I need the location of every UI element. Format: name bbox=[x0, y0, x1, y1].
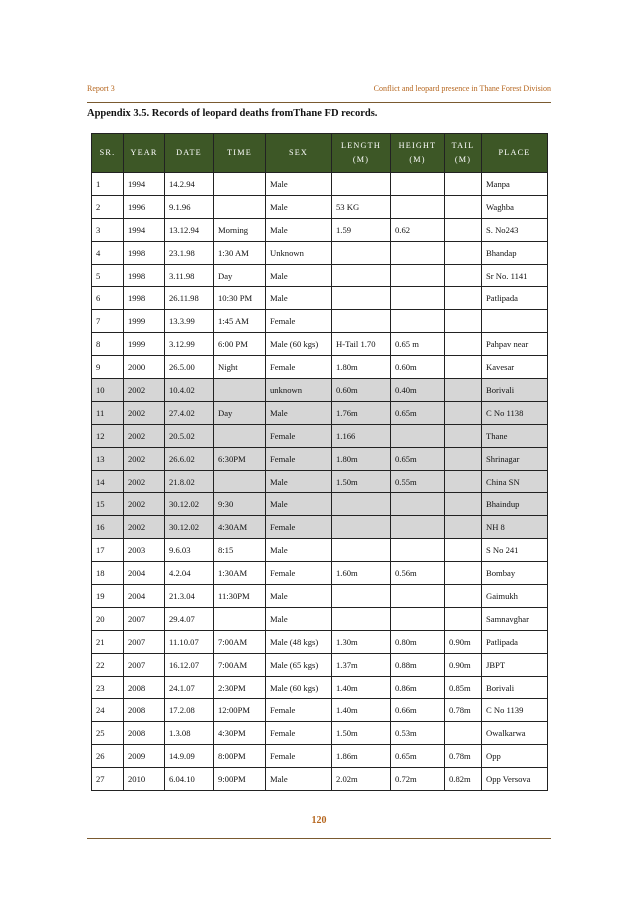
table-cell bbox=[332, 516, 391, 539]
header-report-label: Report 3 bbox=[87, 84, 115, 93]
table-cell: 0.85m bbox=[445, 676, 482, 699]
table-cell bbox=[391, 241, 445, 264]
table-cell: 24.1.07 bbox=[165, 676, 214, 699]
table-cell: 2:30PM bbox=[214, 676, 266, 699]
table-row bbox=[92, 722, 548, 745]
table-cell: 14.9.09 bbox=[165, 745, 214, 768]
table-cell: Pahpav near bbox=[482, 333, 548, 356]
table-row bbox=[92, 516, 548, 539]
table-cell bbox=[445, 516, 482, 539]
table-cell: Owalkarwa bbox=[482, 722, 548, 745]
table-cell bbox=[391, 607, 445, 630]
table-cell: 13.3.99 bbox=[165, 310, 214, 333]
table-cell: 14 bbox=[92, 470, 124, 493]
table-cell: 19 bbox=[92, 585, 124, 608]
table-row bbox=[92, 287, 548, 310]
table-cell bbox=[214, 379, 266, 402]
table-cell: 1:45 AM bbox=[214, 310, 266, 333]
table-cell: 11.10.07 bbox=[165, 630, 214, 653]
table-row bbox=[92, 653, 548, 676]
table-cell: 30.12.02 bbox=[165, 516, 214, 539]
table-cell: 16 bbox=[92, 516, 124, 539]
table-cell: 6:00 PM bbox=[214, 333, 266, 356]
table-cell: 2004 bbox=[124, 585, 165, 608]
table-cell: 9:00PM bbox=[214, 768, 266, 791]
table-row bbox=[92, 470, 548, 493]
table-cell: JBPT bbox=[482, 653, 548, 676]
table-cell: 7 bbox=[92, 310, 124, 333]
table-row bbox=[92, 699, 548, 722]
table-cell: 1.60m bbox=[332, 562, 391, 585]
table-cell: 1994 bbox=[124, 173, 165, 196]
table-row bbox=[92, 333, 548, 356]
table-cell bbox=[445, 607, 482, 630]
table-cell: 6 bbox=[92, 287, 124, 310]
table-cell: 0.40m bbox=[391, 379, 445, 402]
table-cell: 2.02m bbox=[332, 768, 391, 791]
table-cell: 26.11.98 bbox=[165, 287, 214, 310]
table-cell: 1.86m bbox=[332, 745, 391, 768]
table-cell: 0.60m bbox=[332, 379, 391, 402]
table-cell: 3.12.99 bbox=[165, 333, 214, 356]
table-row bbox=[92, 241, 548, 264]
table-cell: 0.82m bbox=[445, 768, 482, 791]
table-cell: Male bbox=[266, 585, 332, 608]
table-cell: 2003 bbox=[124, 539, 165, 562]
table-cell bbox=[445, 424, 482, 447]
table-cell: 1.80m bbox=[332, 447, 391, 470]
table-cell bbox=[214, 607, 266, 630]
table-cell: 9 bbox=[92, 356, 124, 379]
table-cell: 21.3.04 bbox=[165, 585, 214, 608]
table-cell: 2002 bbox=[124, 516, 165, 539]
table-cell: Male bbox=[266, 195, 332, 218]
table-cell: 11:30PM bbox=[214, 585, 266, 608]
table-cell: Female bbox=[266, 356, 332, 379]
table-cell: Male bbox=[266, 539, 332, 562]
table-cell: 13.12.94 bbox=[165, 218, 214, 241]
table-cell: 1999 bbox=[124, 333, 165, 356]
table-cell: 0.65m bbox=[391, 745, 445, 768]
table-cell: Sr No. 1141 bbox=[482, 264, 548, 287]
table-cell: Female bbox=[266, 516, 332, 539]
table-cell bbox=[332, 539, 391, 562]
table-cell: 0.62 bbox=[391, 218, 445, 241]
column-header: SR. bbox=[92, 134, 124, 173]
table-cell bbox=[391, 539, 445, 562]
table-row bbox=[92, 585, 548, 608]
table-cell bbox=[445, 379, 482, 402]
table-cell: 22 bbox=[92, 653, 124, 676]
table-row bbox=[92, 745, 548, 768]
table-cell: 1.3.08 bbox=[165, 722, 214, 745]
table-cell: Male bbox=[266, 470, 332, 493]
header-report-title: Conflict and leopard presence in Thane Forest Division bbox=[373, 84, 551, 93]
table-cell: 4:30AM bbox=[214, 516, 266, 539]
table-cell: 0.90m bbox=[445, 630, 482, 653]
table-cell: 3 bbox=[92, 218, 124, 241]
table-cell: Female bbox=[266, 745, 332, 768]
table-cell: 11 bbox=[92, 401, 124, 424]
table-cell bbox=[445, 539, 482, 562]
page-number: 120 bbox=[311, 815, 327, 826]
column-header: LENGTH (M) bbox=[332, 134, 391, 173]
table-cell: 13 bbox=[92, 447, 124, 470]
footer-rule bbox=[87, 838, 551, 839]
table-cell: 7:00AM bbox=[214, 630, 266, 653]
table-cell: Female bbox=[266, 562, 332, 585]
table-cell: Male bbox=[266, 768, 332, 791]
table-cell: 4:30PM bbox=[214, 722, 266, 745]
table-cell: 1.166 bbox=[332, 424, 391, 447]
table-body bbox=[92, 173, 548, 791]
table-cell: 1 bbox=[92, 173, 124, 196]
table-cell: Female bbox=[266, 447, 332, 470]
table-cell: 26 bbox=[92, 745, 124, 768]
table-cell: 0.53m bbox=[391, 722, 445, 745]
table-cell: Unknown bbox=[266, 241, 332, 264]
table-cell: 2008 bbox=[124, 676, 165, 699]
table-cell: 1.40m bbox=[332, 676, 391, 699]
table-row bbox=[92, 379, 548, 402]
table-cell: 2010 bbox=[124, 768, 165, 791]
table-cell: Bhandap bbox=[482, 241, 548, 264]
table-cell: 0.80m bbox=[391, 630, 445, 653]
table-cell bbox=[445, 173, 482, 196]
table-cell bbox=[214, 195, 266, 218]
table-cell: Night bbox=[214, 356, 266, 379]
table-cell: 15 bbox=[92, 493, 124, 516]
table-cell: 1998 bbox=[124, 241, 165, 264]
table-cell bbox=[214, 173, 266, 196]
table-cell bbox=[445, 562, 482, 585]
table-cell: Male bbox=[266, 218, 332, 241]
table-cell: Manpa bbox=[482, 173, 548, 196]
table-cell: 12:00PM bbox=[214, 699, 266, 722]
table-cell bbox=[445, 218, 482, 241]
table-cell: 24 bbox=[92, 699, 124, 722]
table-row bbox=[92, 539, 548, 562]
table-row bbox=[92, 562, 548, 585]
table-cell: Male bbox=[266, 287, 332, 310]
table-cell: 23.1.98 bbox=[165, 241, 214, 264]
column-header: DATE bbox=[165, 134, 214, 173]
table-row bbox=[92, 218, 548, 241]
column-header: TIME bbox=[214, 134, 266, 173]
table-cell: Male (48 kgs) bbox=[266, 630, 332, 653]
header-rule bbox=[87, 102, 551, 103]
table-cell: Opp Versova bbox=[482, 768, 548, 791]
table-row bbox=[92, 768, 548, 791]
table-cell bbox=[482, 310, 548, 333]
table-cell: 0.72m bbox=[391, 768, 445, 791]
table-cell bbox=[391, 287, 445, 310]
table-cell bbox=[391, 173, 445, 196]
table-cell: 30.12.02 bbox=[165, 493, 214, 516]
table-cell: 9.6.03 bbox=[165, 539, 214, 562]
column-header: TAIL (M) bbox=[445, 134, 482, 173]
table-cell: 14.2.94 bbox=[165, 173, 214, 196]
table-cell: Opp bbox=[482, 745, 548, 768]
table-cell: 8:15 bbox=[214, 539, 266, 562]
table-cell bbox=[445, 310, 482, 333]
table-cell: unknown bbox=[266, 379, 332, 402]
table-cell: 27 bbox=[92, 768, 124, 791]
table-cell: Male (65 kgs) bbox=[266, 653, 332, 676]
table-cell: 4.2.04 bbox=[165, 562, 214, 585]
table-cell: Male bbox=[266, 401, 332, 424]
table-cell: Female bbox=[266, 699, 332, 722]
table-cell: 0.65m bbox=[391, 447, 445, 470]
column-header: SEX bbox=[266, 134, 332, 173]
table-cell bbox=[445, 401, 482, 424]
table-cell: Borivali bbox=[482, 379, 548, 402]
table-cell: 10:30 PM bbox=[214, 287, 266, 310]
table-cell: Male bbox=[266, 493, 332, 516]
table-cell: 27.4.02 bbox=[165, 401, 214, 424]
table-header bbox=[92, 134, 548, 173]
table-cell bbox=[391, 585, 445, 608]
running-header bbox=[87, 84, 551, 98]
column-header: HEIGHT (M) bbox=[391, 134, 445, 173]
table-cell: 16.12.07 bbox=[165, 653, 214, 676]
table-cell bbox=[332, 241, 391, 264]
table-cell bbox=[445, 493, 482, 516]
table-cell: NH 8 bbox=[482, 516, 548, 539]
table-cell: Male bbox=[266, 607, 332, 630]
table-cell: 0.65 m bbox=[391, 333, 445, 356]
table-row bbox=[92, 630, 548, 653]
table-cell: 5 bbox=[92, 264, 124, 287]
table-row bbox=[92, 173, 548, 196]
table-cell: 4 bbox=[92, 241, 124, 264]
table-cell: 2000 bbox=[124, 356, 165, 379]
table-cell bbox=[332, 493, 391, 516]
table-cell: 1998 bbox=[124, 287, 165, 310]
table-cell: 0.60m bbox=[391, 356, 445, 379]
table-cell bbox=[445, 287, 482, 310]
table-cell bbox=[445, 264, 482, 287]
table-cell: 2002 bbox=[124, 493, 165, 516]
table-cell: 1998 bbox=[124, 264, 165, 287]
table-cell bbox=[391, 310, 445, 333]
table-cell: 10 bbox=[92, 379, 124, 402]
table-cell: 2002 bbox=[124, 424, 165, 447]
table-cell bbox=[445, 356, 482, 379]
table-cell bbox=[214, 424, 266, 447]
table-cell: 1.50m bbox=[332, 470, 391, 493]
table-cell: S No 241 bbox=[482, 539, 548, 562]
table-cell bbox=[391, 424, 445, 447]
table-cell: 1996 bbox=[124, 195, 165, 218]
table-cell: Samnavghar bbox=[482, 607, 548, 630]
table-cell: C No 1139 bbox=[482, 699, 548, 722]
table-cell: Morning bbox=[214, 218, 266, 241]
column-header: YEAR bbox=[124, 134, 165, 173]
table-cell: 0.78m bbox=[445, 745, 482, 768]
column-header: PLACE bbox=[482, 134, 548, 173]
table-cell: Day bbox=[214, 401, 266, 424]
table-row bbox=[92, 447, 548, 470]
table-cell: 2002 bbox=[124, 470, 165, 493]
table-cell bbox=[332, 607, 391, 630]
table-cell: 26.6.02 bbox=[165, 447, 214, 470]
table-cell: 0.88m bbox=[391, 653, 445, 676]
table-cell: 8 bbox=[92, 333, 124, 356]
table-cell: 20.5.02 bbox=[165, 424, 214, 447]
appendix-title: Appendix 3.5. Records of leopard deaths fromThane FD records. bbox=[87, 108, 378, 119]
table-cell bbox=[445, 447, 482, 470]
table-cell: 3.11.98 bbox=[165, 264, 214, 287]
table-cell: 2007 bbox=[124, 630, 165, 653]
table-cell: Kavesar bbox=[482, 356, 548, 379]
table-cell: 2002 bbox=[124, 447, 165, 470]
table-cell: 2008 bbox=[124, 722, 165, 745]
table-cell: 0.56m bbox=[391, 562, 445, 585]
table-cell: Female bbox=[266, 722, 332, 745]
table-cell: Waghba bbox=[482, 195, 548, 218]
table-cell: 7:00AM bbox=[214, 653, 266, 676]
table-cell: 0.65m bbox=[391, 401, 445, 424]
table-cell: 2004 bbox=[124, 562, 165, 585]
table-cell: 0.66m bbox=[391, 699, 445, 722]
table-cell: S. No243 bbox=[482, 218, 548, 241]
header-row bbox=[92, 134, 548, 173]
table-cell: 1999 bbox=[124, 310, 165, 333]
table-cell: Thane bbox=[482, 424, 548, 447]
table-cell: 0.90m bbox=[445, 653, 482, 676]
table-cell bbox=[332, 585, 391, 608]
table-cell: Female bbox=[266, 424, 332, 447]
table-cell: 1994 bbox=[124, 218, 165, 241]
table-cell: Day bbox=[214, 264, 266, 287]
table-cell: Patlipada bbox=[482, 630, 548, 653]
table-cell: 1.76m bbox=[332, 401, 391, 424]
table-cell: 1.40m bbox=[332, 699, 391, 722]
table-cell bbox=[332, 173, 391, 196]
table-cell: 2 bbox=[92, 195, 124, 218]
table-cell bbox=[332, 310, 391, 333]
table-cell: China SN bbox=[482, 470, 548, 493]
table-row bbox=[92, 401, 548, 424]
table-cell: 53 KG bbox=[332, 195, 391, 218]
table-cell bbox=[445, 585, 482, 608]
table-cell: H-Tail 1.70 bbox=[332, 333, 391, 356]
table-cell: 21.8.02 bbox=[165, 470, 214, 493]
table-cell: 21 bbox=[92, 630, 124, 653]
table-cell: 0.55m bbox=[391, 470, 445, 493]
table-cell bbox=[445, 722, 482, 745]
table-cell: 29.4.07 bbox=[165, 607, 214, 630]
table-cell: Gaimukh bbox=[482, 585, 548, 608]
table-cell: 20 bbox=[92, 607, 124, 630]
table-row bbox=[92, 676, 548, 699]
table-row bbox=[92, 493, 548, 516]
table-cell: 17 bbox=[92, 539, 124, 562]
table-cell: 26.5.00 bbox=[165, 356, 214, 379]
table-row bbox=[92, 195, 548, 218]
table-cell bbox=[445, 333, 482, 356]
table-row bbox=[92, 607, 548, 630]
table-row bbox=[92, 424, 548, 447]
table-cell bbox=[445, 195, 482, 218]
table-cell bbox=[391, 516, 445, 539]
table-cell: Male bbox=[266, 264, 332, 287]
table-cell: 2008 bbox=[124, 699, 165, 722]
table-row bbox=[92, 264, 548, 287]
table-cell: 9.1.96 bbox=[165, 195, 214, 218]
table-cell: 1:30AM bbox=[214, 562, 266, 585]
table-cell: 23 bbox=[92, 676, 124, 699]
table-cell: 1.30m bbox=[332, 630, 391, 653]
table-cell: 6:30PM bbox=[214, 447, 266, 470]
table-cell: Shrinagar bbox=[482, 447, 548, 470]
table-cell: 2007 bbox=[124, 653, 165, 676]
table-cell: 8:00PM bbox=[214, 745, 266, 768]
table-cell bbox=[391, 493, 445, 516]
table-cell bbox=[391, 264, 445, 287]
table-cell: 0.86m bbox=[391, 676, 445, 699]
table-cell: 18 bbox=[92, 562, 124, 585]
table-cell: C No 1138 bbox=[482, 401, 548, 424]
table-cell: 2007 bbox=[124, 607, 165, 630]
table-cell: 1.59 bbox=[332, 218, 391, 241]
table-cell: 1.80m bbox=[332, 356, 391, 379]
table-cell: 6.04.10 bbox=[165, 768, 214, 791]
table-cell: 2002 bbox=[124, 401, 165, 424]
table-cell bbox=[214, 470, 266, 493]
table-cell: Male bbox=[266, 173, 332, 196]
table-row bbox=[92, 310, 548, 333]
table-cell: Patlipada bbox=[482, 287, 548, 310]
table-cell bbox=[445, 470, 482, 493]
table-cell bbox=[445, 241, 482, 264]
table-row bbox=[92, 356, 548, 379]
table-cell bbox=[332, 287, 391, 310]
table-cell: 2009 bbox=[124, 745, 165, 768]
table-cell: Male (60 kgs) bbox=[266, 333, 332, 356]
table-cell: 0.78m bbox=[445, 699, 482, 722]
table-cell: 10.4.02 bbox=[165, 379, 214, 402]
table-cell: 2002 bbox=[124, 379, 165, 402]
table-cell bbox=[332, 264, 391, 287]
table-cell: 12 bbox=[92, 424, 124, 447]
table-cell: 9:30 bbox=[214, 493, 266, 516]
table-cell: 17.2.08 bbox=[165, 699, 214, 722]
table-cell: Bombay bbox=[482, 562, 548, 585]
table-cell: Male (60 kgs) bbox=[266, 676, 332, 699]
table-cell: 1.50m bbox=[332, 722, 391, 745]
table-cell: Bhaindup bbox=[482, 493, 548, 516]
table-cell: 1:30 AM bbox=[214, 241, 266, 264]
table-cell: Borivali bbox=[482, 676, 548, 699]
leopard-deaths-table bbox=[91, 133, 548, 791]
table-cell: 25 bbox=[92, 722, 124, 745]
table-cell bbox=[391, 195, 445, 218]
table-cell: Female bbox=[266, 310, 332, 333]
table-cell: 1.37m bbox=[332, 653, 391, 676]
